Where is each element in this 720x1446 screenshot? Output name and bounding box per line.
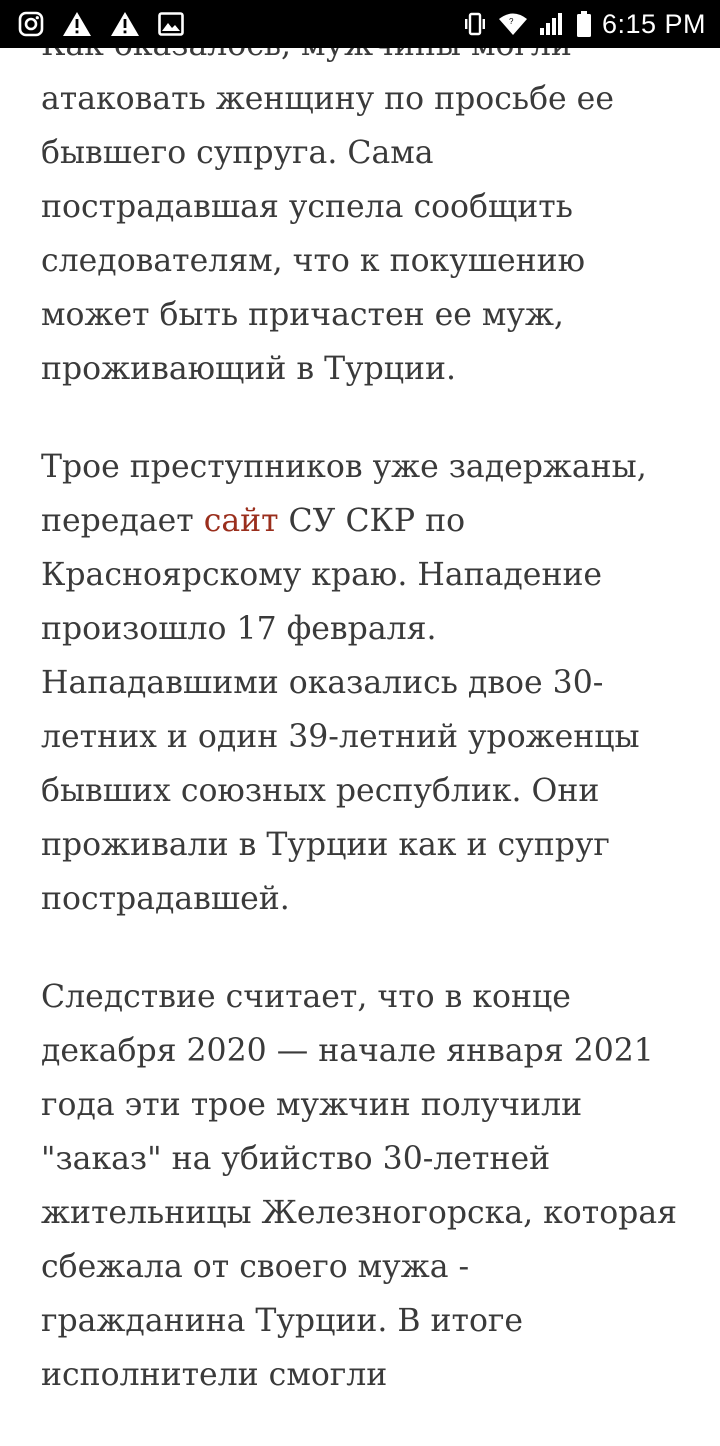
system-icons <box>462 9 720 40</box>
image-icon <box>158 12 184 36</box>
notification-icons <box>0 11 184 37</box>
vibrate-icon <box>462 11 488 37</box>
battery-icon <box>576 10 592 38</box>
wifi-icon <box>498 11 528 37</box>
article-paragraph: атаковать женщину по просьбе ее бывшего супруга. Сама пострадавшая успела сообщить следователям, что к покушению может быть причастен ее муж, проживающий в Турции. <box>41 81 614 387</box>
article-paragraph: Следствие считает, что в конце декабря 2020 — начале января 2021 года эти трое мужчин получили "заказ" на убийство 30-летней жительницы Железногорска, которая сбежала от своего мужа - гражданина Турции. В итоге исполнители смогли <box>41 979 677 1393</box>
warning-icon <box>62 11 92 37</box>
status-bar <box>0 0 720 48</box>
signal-icon <box>538 11 566 37</box>
article-body <box>0 18 720 1446</box>
instagram-icon <box>18 11 44 37</box>
warning-icon <box>110 11 140 37</box>
source-link[interactable]: сайт <box>203 503 279 539</box>
paragraph-text: СУ СКР по Красноярскому краю. Нападение произошло 17 февраля. Нападавшими оказались двое 30-летних и один 39-летний уроженцы бывших союзных республик. Они проживали в Турции как и супруг пострадавшей. <box>41 503 640 917</box>
svg-text:?: ? <box>508 17 514 26</box>
article-paragraph <box>41 440 680 926</box>
paragraph-text: Трое преступников уже задержаны, передает <box>41 449 647 539</box>
clock: 6:15 PM <box>601 8 706 39</box>
